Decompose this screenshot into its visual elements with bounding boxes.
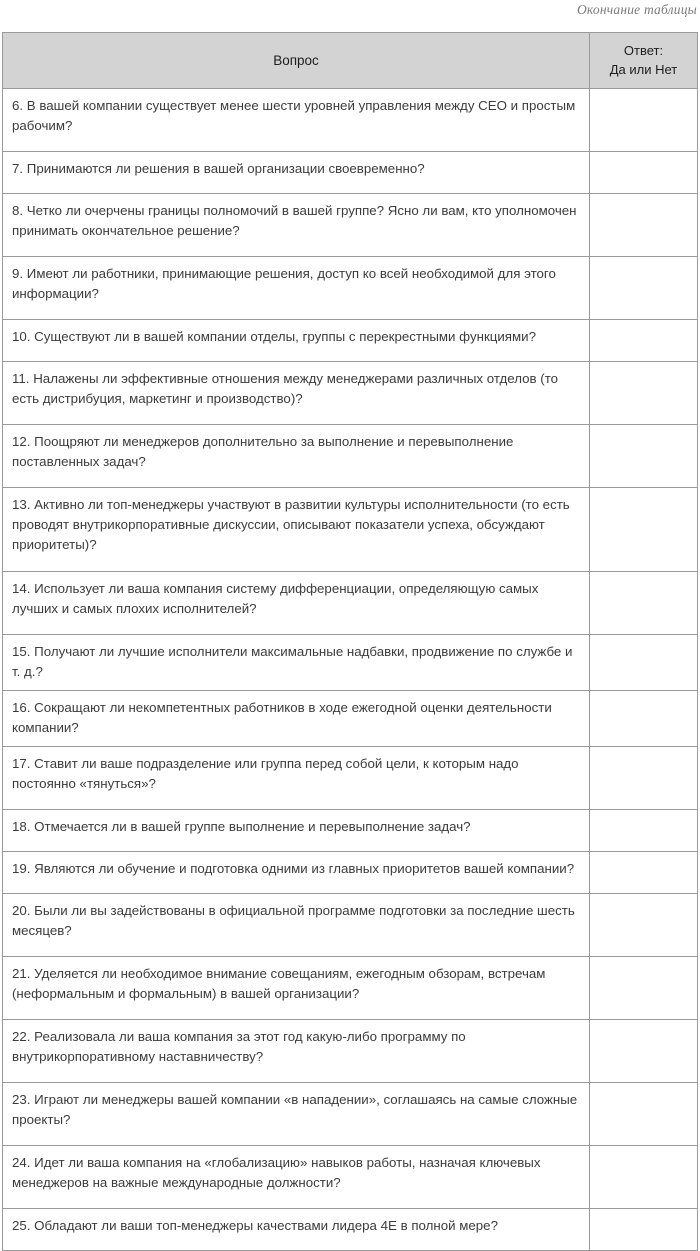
questionnaire-table: [2, 32, 698, 1251]
table-row: [3, 1082, 698, 1145]
question-cell: 25. Обладают ли ваши топ-менеджеры качествами лидера 4Е в полной мере?: [3, 1208, 590, 1250]
answer-cell[interactable]: [590, 257, 698, 320]
table-row: [3, 746, 698, 809]
table-row: [3, 1019, 698, 1082]
column-header-answer-line2: Да или Нет: [609, 61, 678, 77]
question-cell: 14. Использует ли ваша компания систему дифференциации, определяющую самых лучших и самых плохих исполнителей?: [3, 572, 590, 635]
table-row: [3, 635, 698, 691]
table-row: [3, 851, 698, 893]
question-cell: 11. Налажены ли эффективные отношения между менеджерами различных отделов (то есть дистрибуция, маркетинг и производство)?: [3, 362, 590, 425]
table-row: [3, 488, 698, 572]
answer-cell[interactable]: [590, 690, 698, 746]
question-cell: 20. Были ли вы задействованы в официальной программе подготовки за последние шесть месяцев?: [3, 893, 590, 956]
answer-cell[interactable]: [590, 152, 698, 194]
table-row: [3, 1145, 698, 1208]
answer-cell[interactable]: [590, 1208, 698, 1250]
question-cell: 24. Идет ли ваша компания на «глобализацию» навыков работы, назначая ключевых менеджеров на важные международные должности?: [3, 1145, 590, 1208]
table-row: [3, 572, 698, 635]
answer-cell[interactable]: [590, 362, 698, 425]
answer-cell[interactable]: [590, 488, 698, 572]
answer-cell[interactable]: [590, 194, 698, 257]
question-cell: 8. Четко ли очерчены границы полномочий в вашей группе? Ясно ли вам, кто уполномочен принимать окончательное решение?: [3, 194, 590, 257]
question-cell: 15. Получают ли лучшие исполнители максимальные надбавки, продвижение по службе и т. д.?: [3, 635, 590, 691]
column-header-question: Вопрос: [3, 33, 590, 89]
question-cell: 18. Отмечается ли в вашей группе выполнение и перевыполнение задач?: [3, 809, 590, 851]
table-row: [3, 809, 698, 851]
question-cell: 16. Сокращают ли некомпетентных работников в ходе ежегодной оценки деятельности компании?: [3, 690, 590, 746]
question-cell: 17. Ставит ли ваше подразделение или группа перед собой цели, к которым надо постоянно «тянуться»?: [3, 746, 590, 809]
question-cell: 6. В вашей компании существует менее шести уровней управления между CEO и простым рабочим?: [3, 89, 590, 152]
question-cell: 21. Уделяется ли необходимое внимание совещаниям, ежегодным обзорам, встречам (неформальным и формальным) в вашей организации?: [3, 956, 590, 1019]
table-body: [3, 89, 698, 1251]
answer-cell[interactable]: [590, 1019, 698, 1082]
table-row: [3, 194, 698, 257]
answer-cell[interactable]: [590, 851, 698, 893]
answer-cell[interactable]: [590, 893, 698, 956]
table-row: [3, 956, 698, 1019]
question-cell: 22. Реализовала ли ваша компания за этот год какую-либо программу по внутрикорпоративному наставничеству?: [3, 1019, 590, 1082]
question-cell: 10. Существуют ли в вашей компании отделы, группы с перекрестными функциями?: [3, 320, 590, 362]
table-row: [3, 320, 698, 362]
answer-cell[interactable]: [590, 1082, 698, 1145]
question-cell: 19. Являются ли обучение и подготовка одними из главных приоритетов вашей компании?: [3, 851, 590, 893]
table-row: [3, 362, 698, 425]
table-row: [3, 893, 698, 956]
question-cell: 9. Имеют ли работники, принимающие решения, доступ ко всей необходимой для этого информации?: [3, 257, 590, 320]
question-cell: 13. Активно ли топ-менеджеры участвуют в развитии культуры исполнительности (то есть проводят внутрикорпоративные дискуссии, описывают показатели успеха, обсуждают приоритеты)?: [3, 488, 590, 572]
table-row: [3, 690, 698, 746]
answer-cell[interactable]: [590, 635, 698, 691]
table-row: [3, 89, 698, 152]
question-cell: 23. Играют ли менеджеры вашей компании «в нападении», соглашаясь на самые сложные проекты?: [3, 1082, 590, 1145]
answer-cell[interactable]: [590, 572, 698, 635]
running-head: Окончание таблицы: [576, 2, 697, 17]
table-row: [3, 425, 698, 488]
answer-cell[interactable]: [590, 1145, 698, 1208]
answer-cell[interactable]: [590, 89, 698, 152]
column-header-answer: [590, 33, 698, 89]
table-header-row: [3, 33, 698, 89]
table-row: [3, 1208, 698, 1250]
table-row: [3, 152, 698, 194]
answer-cell[interactable]: [590, 956, 698, 1019]
column-header-answer-line1: Ответ:: [623, 43, 664, 59]
table-header: [3, 33, 698, 89]
answer-cell[interactable]: [590, 746, 698, 809]
answer-cell[interactable]: [590, 425, 698, 488]
answer-cell[interactable]: [590, 320, 698, 362]
table-row: [3, 257, 698, 320]
question-cell: 7. Принимаются ли решения в вашей организации своевременно?: [3, 152, 590, 194]
questionnaire-table-container: [2, 32, 697, 1251]
question-cell: 12. Поощряют ли менеджеров дополнительно за выполнение и перевыполнение поставленных задач?: [3, 425, 590, 488]
answer-cell[interactable]: [590, 809, 698, 851]
